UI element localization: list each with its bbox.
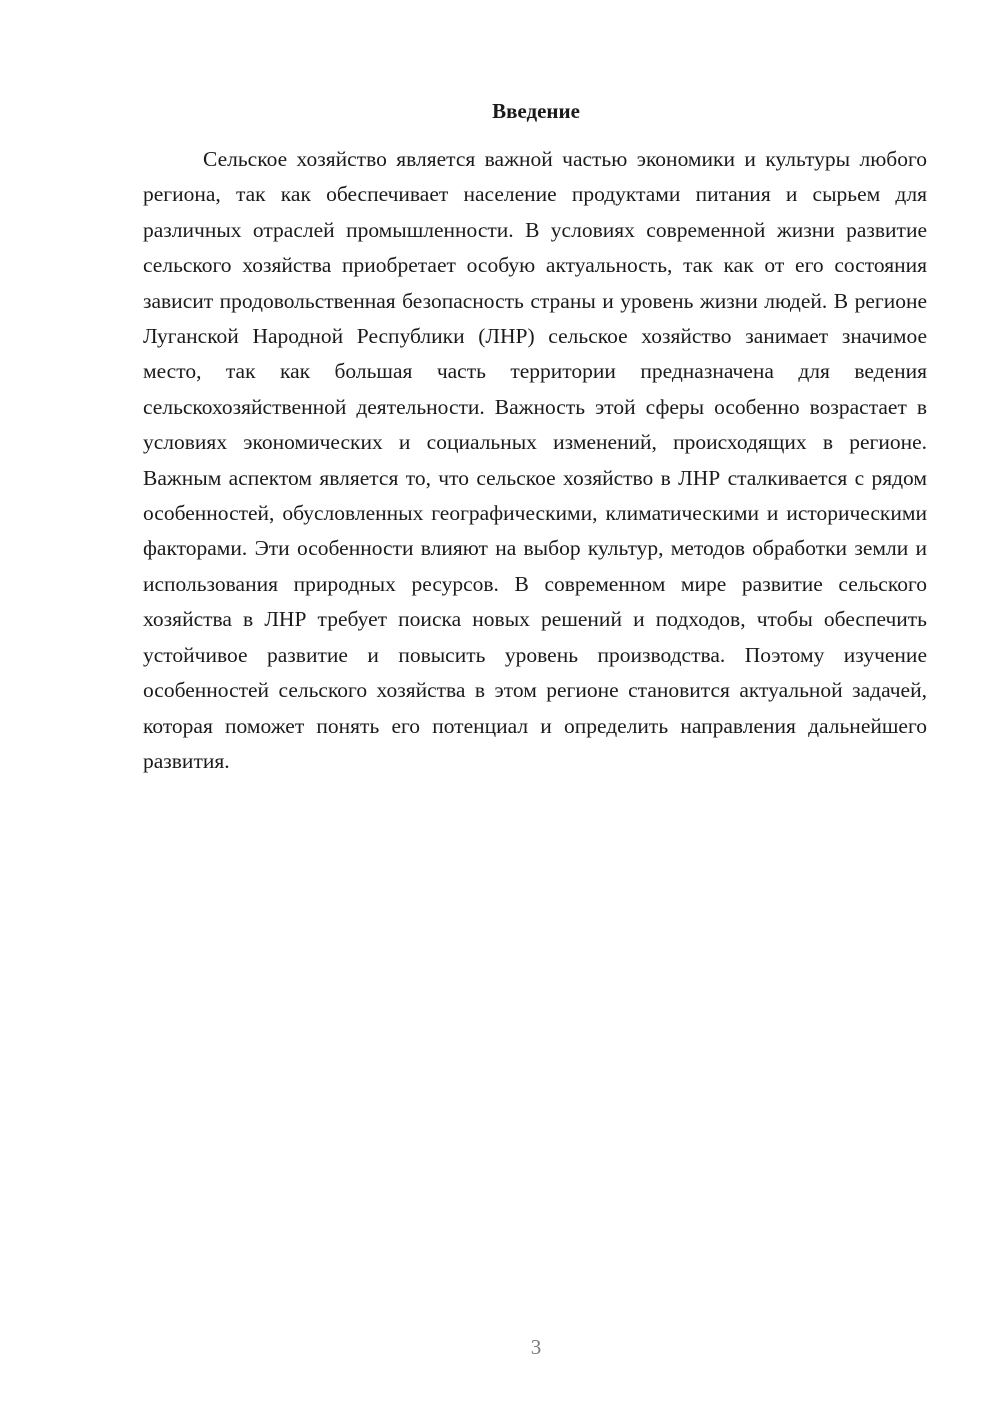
page-number: 3 [530, 1335, 542, 1359]
body-paragraph: Сельское хозяйство является важной частью экономики и культуры любого региона, так как обеспечивает население продуктами питания и сырьем для различных отраслей промышленности. В условиях современной жизни развитие сельского хозяйства приобретает особую актуальность, так как от его состояния зависит продовольственная безопасность страны и уровень жизни людей. В регионе Луганской Народной Республики (ЛНР) сельское хозяйство занимает значимое место, так как большая часть территории предназначена для ведения сельскохозяйственной деятельности. Важность этой сферы особенно возрастает в условиях экономических и социальных изменений, происходящих в регионе. Важным аспектом является то, что сельское хозяйство в ЛНР сталкивается с рядом особенностей, обусловленных географическими, климатическими и историческими факторами. Эти особенности влияют на выбор культур, методов обработки земли и использования природных ресурсов. В современном мире развитие сельского хозяйства в ЛНР требует поиска новых решений и подходов, чтобы обеспечить устойчивое развитие и повысить уровень производства. Поэтому изучение особенностей сельского хозяйства в этом регионе становится актуальной задачей, которая поможет понять его потенциал и определить направления дальнейшего развития. [143, 147, 927, 773]
section-heading: Введение [492, 99, 580, 123]
